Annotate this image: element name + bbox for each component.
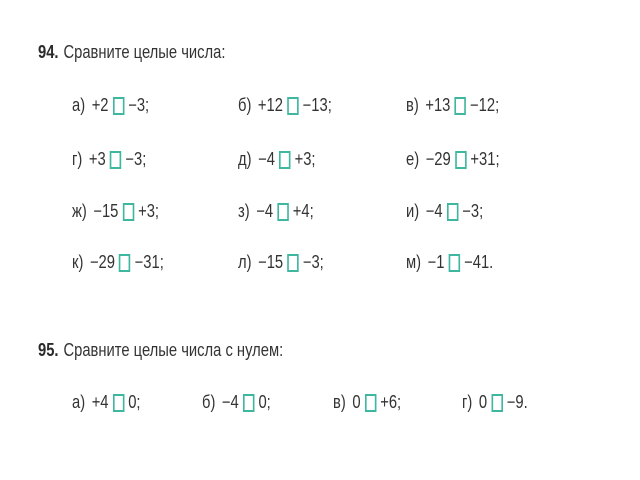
item-left-number: +13	[425, 95, 451, 115]
task-94-item-i	[406, 201, 483, 222]
item-letter: и)	[406, 201, 420, 221]
item-letter: б)	[238, 95, 252, 115]
task-95-item-b	[202, 392, 271, 413]
task-94-item-l	[238, 252, 324, 273]
item-letter: а)	[72, 392, 86, 412]
answer-box[interactable]	[287, 254, 298, 272]
task-94-item-d	[238, 149, 316, 170]
item-letter: ж)	[72, 201, 87, 221]
item-right-number: −3;	[462, 201, 484, 221]
answer-box[interactable]	[449, 254, 460, 272]
task-94-item-k	[72, 252, 164, 273]
task-94-title: Сравните целые числа:	[63, 42, 226, 62]
item-right-number: −12;	[470, 95, 500, 115]
answer-box[interactable]	[279, 151, 290, 169]
answer-box[interactable]	[123, 203, 134, 221]
item-left-number: −15	[258, 252, 284, 272]
item-left-number: +4	[91, 392, 109, 412]
item-right-number: −13;	[302, 95, 332, 115]
task-95-heading	[38, 340, 283, 361]
answer-box[interactable]	[447, 203, 458, 221]
item-right-number: 0;	[128, 392, 141, 412]
task-94-item-g	[72, 149, 146, 170]
task-94-item-e	[406, 149, 500, 170]
item-left-number: −4	[258, 149, 275, 169]
item-left-number: −15	[93, 201, 119, 221]
answer-box[interactable]	[113, 394, 124, 412]
item-letter: г)	[72, 149, 83, 169]
item-letter: г)	[462, 392, 473, 412]
item-right-number: −3;	[128, 95, 150, 115]
item-letter: е)	[406, 149, 420, 169]
task-94-item-a	[72, 95, 149, 116]
item-left-number: +2	[91, 95, 109, 115]
item-left-number: −4	[256, 201, 274, 221]
item-letter: б)	[202, 392, 216, 412]
item-letter: з)	[238, 201, 250, 221]
answer-box[interactable]	[455, 151, 466, 169]
task-94-number: 94.	[38, 42, 59, 62]
item-left-number: −29	[425, 149, 451, 169]
task-95-item-g	[462, 392, 528, 413]
item-right-number: +3;	[294, 149, 316, 169]
item-right-number: −31;	[134, 252, 164, 272]
task-94-item-b	[238, 95, 332, 116]
answer-box[interactable]	[119, 254, 130, 272]
item-letter: а)	[72, 95, 86, 115]
item-letter: в)	[333, 392, 346, 412]
item-left-number: 0	[352, 392, 361, 412]
item-right-number: −3;	[302, 252, 324, 272]
answer-box[interactable]	[491, 394, 502, 412]
task-94-item-m	[406, 252, 493, 273]
task-94-item-z	[238, 201, 314, 222]
item-right-number: −9.	[506, 392, 528, 412]
item-letter: к)	[72, 252, 84, 272]
task-95-item-v	[333, 392, 401, 413]
item-left-number: +3	[88, 149, 106, 169]
item-right-number: −3;	[125, 149, 147, 169]
task-94-heading	[38, 42, 225, 63]
item-left-number: −29	[89, 252, 115, 272]
item-right-number: +6;	[380, 392, 402, 412]
answer-box[interactable]	[243, 394, 254, 412]
answer-box[interactable]	[287, 97, 298, 115]
task-94-item-v	[406, 95, 499, 116]
task-95-number: 95.	[38, 340, 59, 360]
item-right-number: 0;	[258, 392, 271, 412]
answer-box[interactable]	[277, 203, 288, 221]
item-right-number: +31;	[470, 149, 500, 169]
item-left-number: 0	[478, 392, 488, 412]
answer-box[interactable]	[113, 97, 124, 115]
item-right-number: +4;	[292, 201, 314, 221]
task-95-item-a	[72, 392, 141, 413]
answer-box[interactable]	[454, 97, 465, 115]
item-left-number: +12	[257, 95, 283, 115]
item-letter: л)	[238, 252, 252, 272]
answer-box[interactable]	[365, 394, 376, 412]
item-left-number: −4	[221, 392, 239, 412]
item-letter: м)	[406, 252, 422, 272]
answer-box[interactable]	[110, 151, 121, 169]
item-right-number: +3;	[138, 201, 160, 221]
item-letter: в)	[406, 95, 419, 115]
item-left-number: −1	[427, 252, 445, 272]
item-right-number: −41.	[464, 252, 494, 272]
item-letter: д)	[238, 149, 252, 169]
task-94-item-zh	[72, 201, 159, 222]
item-left-number: −4	[425, 201, 443, 221]
task-95-title: Сравните целые числа с нулем:	[63, 340, 284, 360]
